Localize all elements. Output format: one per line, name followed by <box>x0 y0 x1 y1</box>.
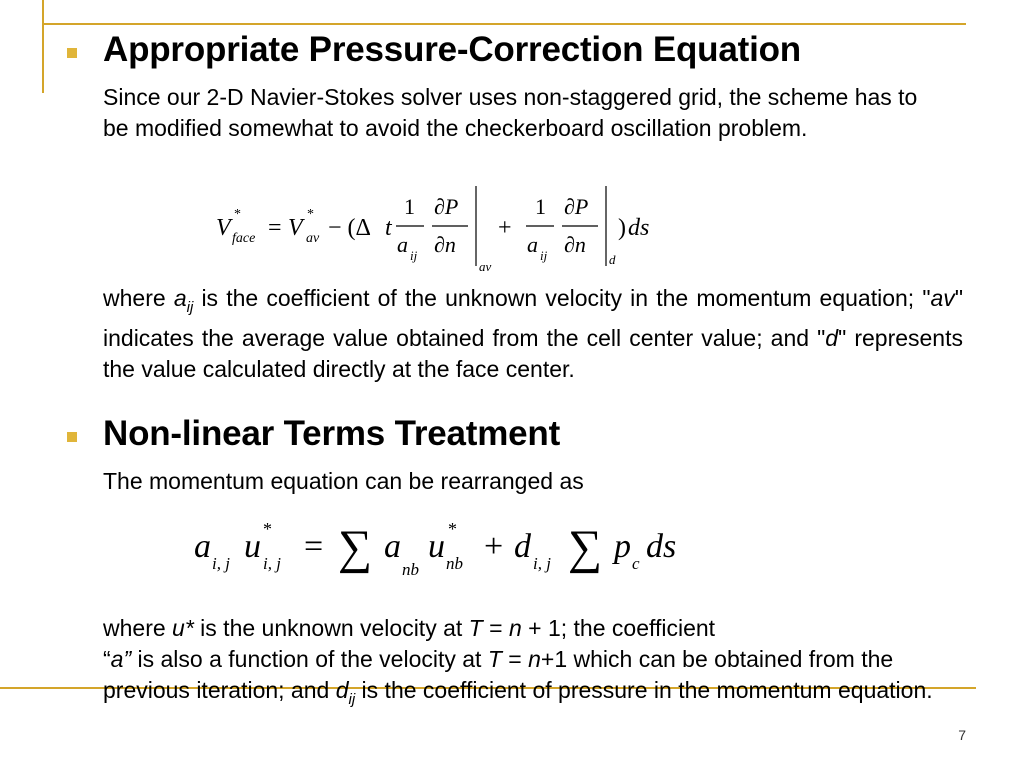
eq-symbol: ∂P <box>564 194 589 219</box>
eq-symbol: ) <box>618 215 626 241</box>
eq-symbol: 1 <box>404 194 415 219</box>
eq-symbol: V <box>216 215 231 241</box>
pressure-correction-equation <box>210 180 690 280</box>
eq-symbol: ij <box>540 248 548 263</box>
eq-symbol: * <box>448 519 457 539</box>
eq-symbol: ij <box>410 248 418 263</box>
eq-symbol: u <box>244 528 261 565</box>
eq-symbol: a <box>527 232 538 257</box>
eq-symbol: ∑ <box>338 521 373 574</box>
eq-symbol: + <box>498 215 512 241</box>
intro-paragraph: The momentum equation can be rearranged as <box>103 468 584 494</box>
top-rule <box>42 23 966 25</box>
eq-symbol: ∑ <box>568 521 603 574</box>
eq-symbol: ∂P <box>434 194 459 219</box>
eq-symbol: ∂n <box>434 232 456 257</box>
section-heading: Appropriate Pressure-Correction Equation <box>103 30 801 69</box>
eq-symbol: + <box>484 528 504 565</box>
definition-paragraph: where u* is the unknown velocity at T = n + 1; the coefficient “a” is also a function of the velocity at T = n+1 which can be obtained from the previous iteration; and $d_{ij}$ is the coefficient of pressure in the momentum equation. <box>103 615 933 708</box>
eq-symbol: u <box>428 528 445 565</box>
eq-symbol: * <box>263 519 272 539</box>
eq-symbol: − (Δ <box>328 215 371 241</box>
eq-symbol: a <box>397 232 408 257</box>
momentum-equation <box>188 505 728 595</box>
eq-symbol: av <box>479 259 492 274</box>
eq-symbol: * <box>307 207 314 222</box>
eq-symbol: a <box>194 528 211 565</box>
eq-symbol: nb <box>446 554 463 573</box>
eq-symbol: V <box>288 215 303 241</box>
eq-symbol: t <box>385 215 392 241</box>
eq-symbol: i, j <box>263 554 281 573</box>
eq-symbol: av <box>306 231 320 246</box>
eq-symbol: i, j <box>212 554 230 573</box>
eq-symbol: i, j <box>533 554 551 573</box>
eq-symbol: face <box>232 231 256 246</box>
eq-symbol: = <box>268 215 282 241</box>
eq-symbol: ∂n <box>564 232 586 257</box>
eq-symbol: = <box>304 528 324 565</box>
intro-paragraph: Since our 2-D Navier-Stokes solver uses non-staggered grid, the scheme has to be modified somewhat to avoid the checkerboard oscillation problem. <box>103 84 918 141</box>
eq-symbol: c <box>632 554 640 573</box>
section-heading: Non-linear Terms Treatment <box>103 414 561 453</box>
eq-symbol: d <box>514 528 531 565</box>
eq-symbol: ds <box>646 528 677 565</box>
bullet-icon <box>67 432 77 442</box>
left-rule <box>42 0 44 93</box>
eq-symbol: * <box>234 207 241 222</box>
eq-symbol: d <box>609 252 616 267</box>
eq-symbol: nb <box>402 560 419 579</box>
eq-symbol: a <box>384 528 401 565</box>
eq-symbol: 1 <box>535 194 546 219</box>
bullet-icon <box>67 48 77 58</box>
page-number: 7 <box>958 727 966 743</box>
definition-paragraph: where $a_{ij}$ is the coefficient of the unknown velocity in the momentum equation; "av" indicates the average value obtained from the cell center value; and "d" represents the value calculated directly at the face center. <box>103 285 963 382</box>
eq-symbol: p <box>614 528 631 565</box>
eq-symbol: ds <box>628 215 650 241</box>
